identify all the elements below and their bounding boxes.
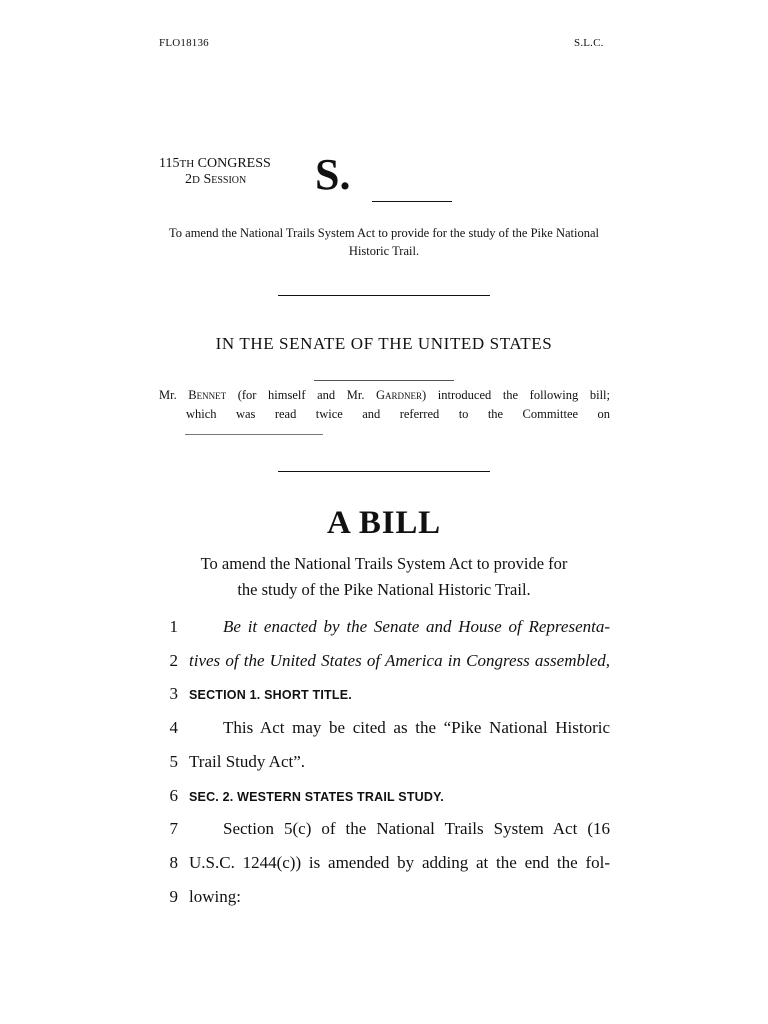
section-2-line-2: U.S.C. 1244(c)) is amended by adding at the end the fol- xyxy=(189,853,610,872)
thin-divider xyxy=(314,380,454,381)
line-number: 8 xyxy=(169,853,178,872)
short-title-line-2: Trail Study Act”. xyxy=(189,752,306,771)
document-id: FLO18136 xyxy=(159,37,209,49)
long-title xyxy=(160,551,608,603)
sponsor-name: Bennet xyxy=(188,388,227,402)
intro-line-1 xyxy=(159,386,610,405)
session-word: Session xyxy=(199,172,247,187)
line-number: 9 xyxy=(169,887,178,906)
line-number: 4 xyxy=(169,718,178,737)
line-number: 6 xyxy=(169,786,178,805)
short-title-line-1: This Act may be cited as the “Pike National Historic xyxy=(223,718,610,737)
introduction-text xyxy=(159,386,610,424)
line-number: 1 xyxy=(169,617,178,636)
enacting-clause-line-1: Be it enacted by the Senate and House of Representa- xyxy=(223,617,610,636)
a-bill-heading: A BILL xyxy=(327,505,441,541)
section-1-heading: SECTION 1. SHORT TITLE. xyxy=(189,688,352,702)
divider-rule xyxy=(278,295,490,296)
intro-prefix: Mr. xyxy=(159,388,189,402)
session-number: 2 xyxy=(185,172,192,187)
congress-ordinal: TH xyxy=(179,158,195,170)
line-number: 5 xyxy=(169,752,178,771)
line-number: 3 xyxy=(169,684,178,703)
divider-rule xyxy=(278,471,490,472)
long-title-line-2: the study of the Pike National Historic Trail. xyxy=(237,580,531,599)
long-title-line-1: To amend the National Trails System Act to provide for xyxy=(200,554,568,573)
section-2-line-1: Section 5(c) of the National Trails System Act (16 xyxy=(223,819,610,838)
intro-suffix: ) introduced the following bill; xyxy=(422,388,610,402)
session-label xyxy=(185,172,246,188)
committee-blank xyxy=(185,434,323,435)
senate-heading: IN THE SENATE OF THE UNITED STATES xyxy=(215,334,553,353)
bill-number-blank xyxy=(372,201,452,202)
congress-number: 115 xyxy=(159,156,180,171)
line-number: 7 xyxy=(169,819,178,838)
intro-line-2: which was read twice and referred to the Committee on xyxy=(186,407,610,421)
office-code: S.L.C. xyxy=(574,37,604,49)
short-purpose: To amend the National Trails System Act to provide for the study of the Pike National Historic Trail. xyxy=(169,226,599,258)
intro-mid: (for himself and Mr. xyxy=(226,388,377,402)
line-number: 2 xyxy=(169,651,178,670)
enacting-clause-line-2: tives of the United States of America in Congress assembled, xyxy=(189,651,610,670)
congress-label xyxy=(159,156,271,172)
bill-label: S. xyxy=(315,150,351,199)
congress-word: CONGRESS xyxy=(194,156,271,171)
section-2-line-3: lowing: xyxy=(189,887,241,906)
section-2-heading: SEC. 2. WESTERN STATES TRAIL STUDY. xyxy=(189,790,444,804)
cosponsor-name: Gardner xyxy=(376,388,423,402)
session-ordinal: D xyxy=(192,174,200,186)
